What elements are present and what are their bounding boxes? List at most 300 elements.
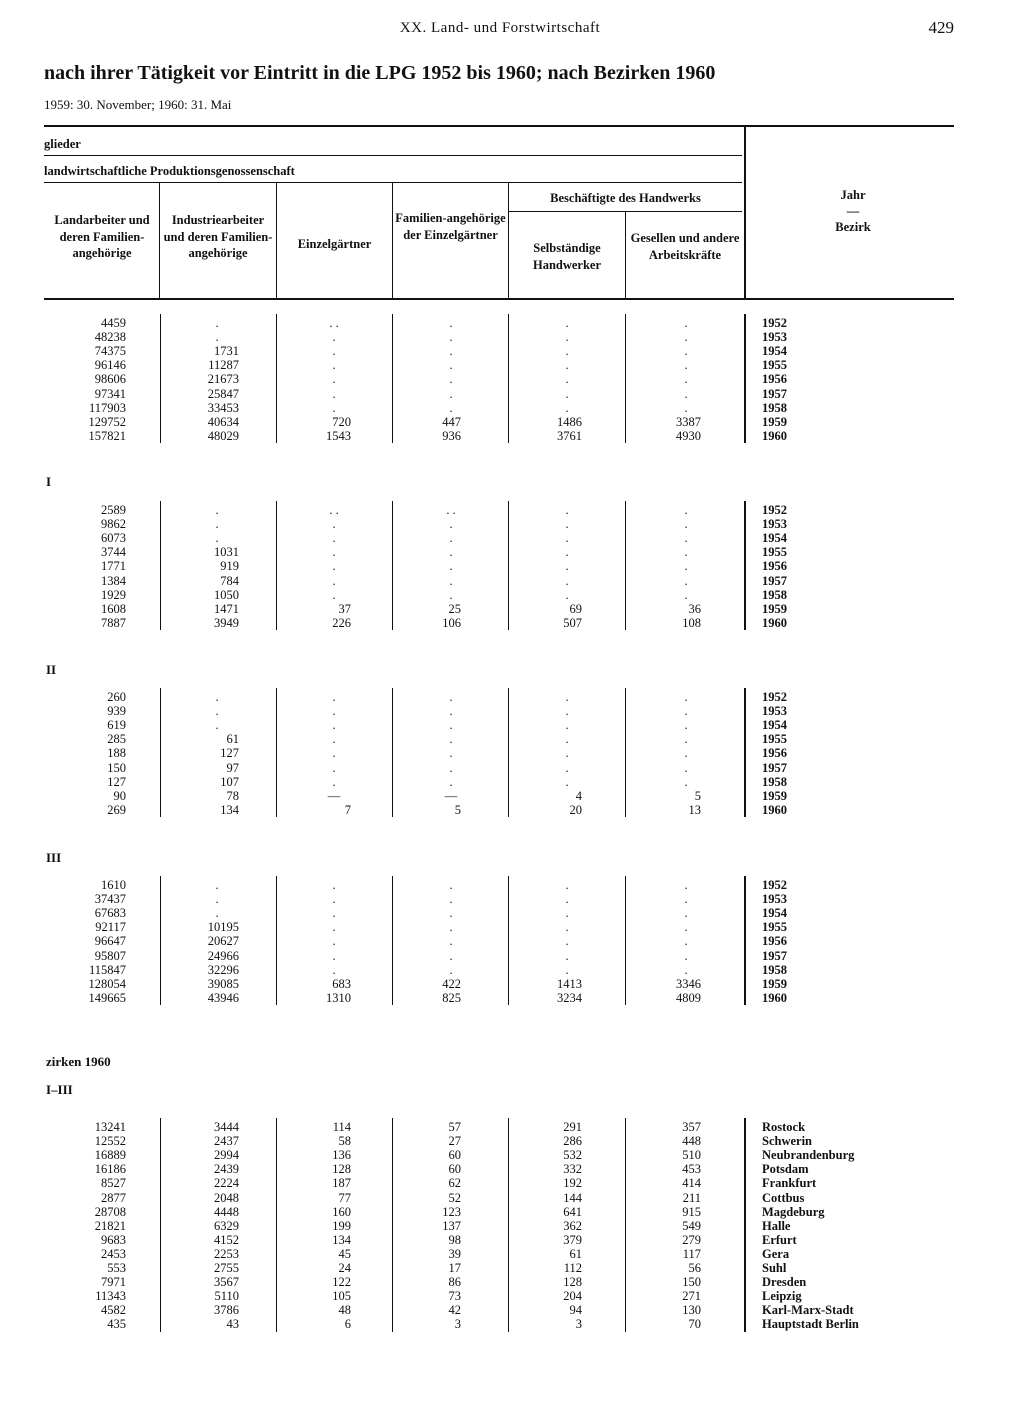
table-cell: . [332,920,336,934]
table-cell: . [565,732,569,746]
table-cell: 11287 [208,358,239,372]
row-label: Frankfurt [762,1176,817,1190]
table-cell: 13241 [94,1120,126,1134]
table-cell: . [684,690,688,704]
header-col-landarbeiter: Landarbeiter und deren Familien-angehörige [54,213,150,260]
label-column-rule [744,876,746,1005]
table-cell: . [449,775,453,789]
table-cell: . [449,718,453,732]
row-label: 1955 [762,920,787,934]
table-cell: 137 [442,1219,461,1233]
table-cell: 260 [107,690,126,704]
table-cell: 1413 [557,977,582,991]
table-cell: . [449,690,453,704]
table-cell: 1471 [214,602,239,616]
table-cell: . [332,588,336,602]
table-cell: 73 [448,1289,461,1303]
table-cell: 48238 [94,330,126,344]
table-cell: . [684,892,688,906]
table-cell: . [332,372,336,386]
table-cell: 45 [338,1247,351,1261]
table-cell: . [565,934,569,948]
table-cell: . [449,316,453,330]
table-cell: . [215,316,219,330]
row-label: 1960 [762,991,787,1005]
table-cell: 20 [569,803,582,817]
table-cell: . [684,732,688,746]
table-cell: 107 [220,775,239,789]
table-cell: . [449,761,453,775]
table-cell: 60 [448,1148,461,1162]
table-cell: 21821 [94,1219,126,1233]
table-cell: 13 [688,803,701,817]
table-cell: . [565,387,569,401]
table-cell: 2224 [214,1176,239,1190]
table-cell: 24966 [207,949,239,963]
header-bezirk: Bezirk [835,220,871,234]
table-cell: . [215,704,219,718]
table-cell: . [565,574,569,588]
table-cell: 106 [442,616,461,630]
table-cell: 8527 [101,1176,126,1190]
table-cell: . [565,775,569,789]
row-label: 1956 [762,934,787,948]
table-cell: . [565,949,569,963]
table-cell: 720 [332,415,351,429]
row-label: 1960 [762,429,787,443]
table-cell: 25 [448,602,461,616]
table-cell: . [684,949,688,963]
table-cell: 157821 [88,429,126,443]
table-cell: 48029 [207,429,239,443]
table-cell: . [215,517,219,531]
table-cell: 160 [332,1205,351,1219]
table-cell: 4152 [214,1233,239,1247]
table-cell: 117903 [88,401,126,415]
table-cell: . [565,963,569,977]
table-cell: . [449,892,453,906]
row-label: Potsdam [762,1162,809,1176]
row-label: 1956 [762,559,787,573]
table-cell: . [684,704,688,718]
header-vrule-5 [625,211,626,299]
table-cell: 28708 [94,1205,126,1219]
table-cell: 150 [107,761,126,775]
table-cell: 3444 [214,1120,239,1134]
table-cell: 683 [332,977,351,991]
row-label: Cottbus [762,1191,805,1205]
table-cell: . [332,704,336,718]
table-cell: . [215,906,219,920]
table-cell: . [332,517,336,531]
table-cell: 226 [332,616,351,630]
header-rule-glieder [44,155,742,156]
table-cell: . [449,330,453,344]
table-cell: . [332,718,336,732]
table-cell: 43946 [207,991,239,1005]
table-cell: 17 [448,1261,461,1275]
table-cell: . [449,545,453,559]
table-cell: . [684,559,688,573]
table-cell: 95807 [94,949,126,963]
header-lpg: landwirtschaftliche Produktionsgenossenschaft [44,164,295,178]
table-cell: . [684,344,688,358]
table-cell: 199 [332,1219,351,1233]
table-cell: . [332,387,336,401]
row-label: Hauptstadt Berlin [762,1317,859,1331]
table-cell: 97341 [94,387,126,401]
table-cell: 16186 [94,1162,126,1176]
table-cell: 915 [682,1205,701,1219]
table-cell: 90 [113,789,126,803]
table-cell: 7 [344,803,351,817]
row-label: Karl-Marx-Stadt [762,1303,854,1317]
table-cell: 3234 [557,991,582,1005]
table-cell: . [565,920,569,934]
table-cell: 32296 [207,963,239,977]
table-cell: 2994 [214,1148,239,1162]
table-cell: 6073 [101,531,126,545]
table-cell: 114 [332,1120,351,1134]
table-cell: 130 [682,1303,701,1317]
table-cell: 86 [448,1275,461,1289]
table-cell: . [684,531,688,545]
table-cell: 4930 [676,429,701,443]
table-cell: 144 [563,1191,582,1205]
table-cell: . [565,588,569,602]
table-cell: . [565,906,569,920]
label-column-rule [744,1118,746,1332]
table-cell: . [565,316,569,330]
row-label: 1957 [762,949,787,963]
table-cell: . [215,503,219,517]
row-label: 1952 [762,690,787,704]
table-cell: 414 [682,1176,701,1190]
table-cell: . [332,690,336,704]
table-cell: . [332,559,336,573]
table-cell: 204 [563,1289,582,1303]
table-cell: 3949 [214,616,239,630]
table-cell: 507 [563,616,582,630]
header-col-familien-einzelgaertner: Familien-angehörige der Einzelgärtner [395,211,506,242]
table-cell: . [565,718,569,732]
row-label: Suhl [762,1261,787,1275]
table-cell: 2439 [214,1162,239,1176]
row-label: 1959 [762,415,787,429]
table-cell: 4459 [101,316,126,330]
page-subtitle: 1959: 30. November; 1960: 31. Mai [44,97,232,112]
table-cell: 188 [107,746,126,760]
table-cell: . [684,517,688,531]
row-label: 1952 [762,878,787,892]
table-cell: . [684,878,688,892]
table-cell: . [449,934,453,948]
table-cell: 98 [448,1233,461,1247]
table-cell: . [565,704,569,718]
table-cell: . [684,401,688,415]
table-cell: 96146 [94,358,126,372]
table-cell: . [332,531,336,545]
row-label: Schwerin [762,1134,812,1148]
header-col-gesellen: Gesellen und andere Arbeitskräfte [630,231,740,262]
table-cell: . [684,316,688,330]
table-cell: 3 [454,1317,461,1331]
table-cell: 453 [682,1162,701,1176]
table-cell: . [332,934,336,948]
table-cell: . . [446,503,456,517]
table-cell: 1543 [326,429,351,443]
table-cell: 1310 [326,991,351,1005]
table-cell: . [565,503,569,517]
header-dash: — [846,204,860,218]
table-cell: . [684,718,688,732]
table-cell: 2048 [214,1191,239,1205]
table-cell: . [449,704,453,718]
row-label: Erfurt [762,1233,797,1247]
table-cell: . [565,401,569,415]
table-cell: . [332,732,336,746]
table-cell: 11343 [95,1289,126,1303]
table-cell: . [565,746,569,760]
table-cell: . [565,358,569,372]
column-rule [392,688,393,817]
table-cell: 37437 [94,892,126,906]
table-cell: . [684,746,688,760]
table-cell: . . [329,316,339,330]
table-cell: 7887 [101,616,126,630]
row-label: 1957 [762,761,787,775]
table-cell: 2453 [101,1247,126,1261]
table-cell: 60 [448,1162,461,1176]
row-label: 1953 [762,517,787,531]
table-cell: . [332,775,336,789]
table-cell: 52 [448,1191,461,1205]
table-cell: 379 [563,1233,582,1247]
section-label: II [46,662,57,677]
table-cell: 362 [563,1219,582,1233]
table-cell: 3346 [676,977,701,991]
table-cell: . [332,906,336,920]
table-cell: 42 [448,1303,461,1317]
table-cell: . [449,531,453,545]
table-cell: . [332,963,336,977]
table-cell: . [684,574,688,588]
table-cell: 3786 [214,1303,239,1317]
table-cell: 1610 [101,878,126,892]
label-column-rule [744,501,746,630]
table-cell: 1384 [101,574,126,588]
table-cell: . [449,372,453,386]
table-cell: 1050 [214,588,239,602]
header-bottom-rule [44,298,954,300]
table-cell: 435 [107,1317,126,1331]
table-cell: 549 [682,1219,701,1233]
page-title: nach ihrer Tätigkeit vor Eintritt in die LPG 1952 bis 1960; nach Bezirken 1960 [44,62,716,84]
row-label: Rostock [762,1120,806,1134]
table-cell: . [684,372,688,386]
table-cell: 43 [226,1317,239,1331]
row-label: Gera [762,1247,790,1261]
table-cell: 3 [575,1317,582,1331]
table-cell: 1608 [101,602,126,616]
table-cell: 3387 [676,415,701,429]
table-cell: . [684,761,688,775]
row-label: 1955 [762,732,787,746]
table-cell: 136 [332,1148,351,1162]
table-cell: 422 [442,977,461,991]
row-label: 1960 [762,803,787,817]
row-label: Halle [762,1219,791,1233]
table-cell: . [449,588,453,602]
table-cell: . [215,330,219,344]
row-label: 1959 [762,602,787,616]
table-cell: . [449,949,453,963]
row-label: 1958 [762,588,787,602]
row-label: 1954 [762,531,787,545]
table-cell: 105 [332,1289,351,1303]
table-cell: 40634 [207,415,239,429]
table-cell: 269 [107,803,126,817]
table-cell: 4582 [101,1303,126,1317]
row-label: 1956 [762,372,787,386]
row-label: 1960 [762,616,787,630]
table-cell: . [449,401,453,415]
table-cell: . [684,330,688,344]
header-handwerk-group: Beschäftigte des Handwerks [550,191,701,205]
header-col-selbstaendige: Selbständige Handwerker [532,241,602,272]
table-cell: . [332,344,336,358]
running-head: XX. Land- und Forstwirtschaft [399,20,601,36]
table-cell: 2877 [101,1191,126,1205]
table-cell: . [449,878,453,892]
table-cell: 447 [442,415,461,429]
table-cell: 3761 [557,429,582,443]
table-cell: 6329 [214,1219,239,1233]
table-cell: 3567 [214,1275,239,1289]
table-cell: . [565,761,569,775]
table-cell: 4 [575,789,582,803]
table-cell: 12552 [94,1134,126,1148]
row-label: 1953 [762,892,787,906]
table-cell: 98606 [94,372,126,386]
table-cell: . [332,761,336,775]
table-cell: 5 [454,803,461,817]
table-cell: 939 [107,704,126,718]
table-cell: 74375 [94,344,126,358]
table-cell: 510 [682,1148,701,1162]
table-cell: 357 [682,1120,701,1134]
section-sublabel: I–III [46,1082,73,1097]
header-col-industriearbeiter: Industriearbeiter und deren Familien-angehörige [163,213,273,260]
table-cell: . [215,531,219,545]
row-label: 1958 [762,963,787,977]
table-cell: 112 [563,1261,582,1275]
row-label: 1955 [762,545,787,559]
table-cell: . [332,330,336,344]
row-label: Dresden [762,1275,807,1289]
table-cell: 97 [226,761,239,775]
row-label: 1959 [762,789,787,803]
table-cell: 1486 [557,415,582,429]
row-label: 1952 [762,503,787,517]
table-cell: . [449,906,453,920]
table-cell: 192 [563,1176,582,1190]
table-cell: . [684,920,688,934]
table-cell: 2755 [214,1261,239,1275]
table-cell: 150 [682,1275,701,1289]
table-cell: 128 [563,1275,582,1289]
table-cell: 134 [332,1233,351,1247]
table-cell: 58 [338,1134,351,1148]
table-cell: . [449,358,453,372]
table-cell: . [332,545,336,559]
header-top-rule [44,125,954,127]
table-cell: 7971 [101,1275,126,1289]
table-cell: — [327,789,341,803]
table-cell: 56 [688,1261,701,1275]
table-cell: . [332,746,336,760]
row-label: Magdeburg [762,1205,825,1219]
table-cell: 129752 [88,415,126,429]
table-cell: 77 [338,1191,351,1205]
table-cell: 1929 [101,588,126,602]
table-cell: 553 [107,1261,126,1275]
table-cell: . [684,963,688,977]
table-cell: . [565,531,569,545]
table-cell: 27 [448,1134,461,1148]
table-cell: 9683 [101,1233,126,1247]
table-cell: . [449,517,453,531]
table-cell: 69 [569,602,582,616]
table-cell: 108 [682,616,701,630]
column-rule [276,688,277,817]
table-cell: 5 [694,789,701,803]
table-cell: 62 [448,1176,461,1190]
row-label: 1956 [762,746,787,760]
row-label: 1952 [762,316,787,330]
table-cell: 128 [332,1162,351,1176]
table-cell: 279 [682,1233,701,1247]
table-cell: 9862 [101,517,126,531]
table-cell: . [684,387,688,401]
table-cell: . [684,906,688,920]
table-cell: . [215,892,219,906]
table-cell: 24 [338,1261,351,1275]
table-cell: . [565,690,569,704]
label-column-rule [744,314,746,443]
row-label: 1957 [762,387,787,401]
table-cell: . [332,574,336,588]
table-cell: 1771 [101,559,126,573]
table-cell: 286 [563,1134,582,1148]
row-label: 1953 [762,330,787,344]
label-column-rule [744,688,746,817]
row-label: 1958 [762,401,787,415]
table-cell: . [684,775,688,789]
header-glieder: glieder [44,137,81,151]
table-cell: 187 [332,1176,351,1190]
table-cell: 291 [563,1120,582,1134]
table-cell: . [332,401,336,415]
table-cell: 2253 [214,1247,239,1261]
table-cell: 123 [442,1205,461,1219]
table-cell: 784 [220,574,239,588]
table-cell: . [565,344,569,358]
table-cell: 128054 [88,977,126,991]
page-number: 429 [928,18,954,37]
row-label: Leipzig [762,1289,802,1303]
table-cell: 39 [448,1247,461,1261]
